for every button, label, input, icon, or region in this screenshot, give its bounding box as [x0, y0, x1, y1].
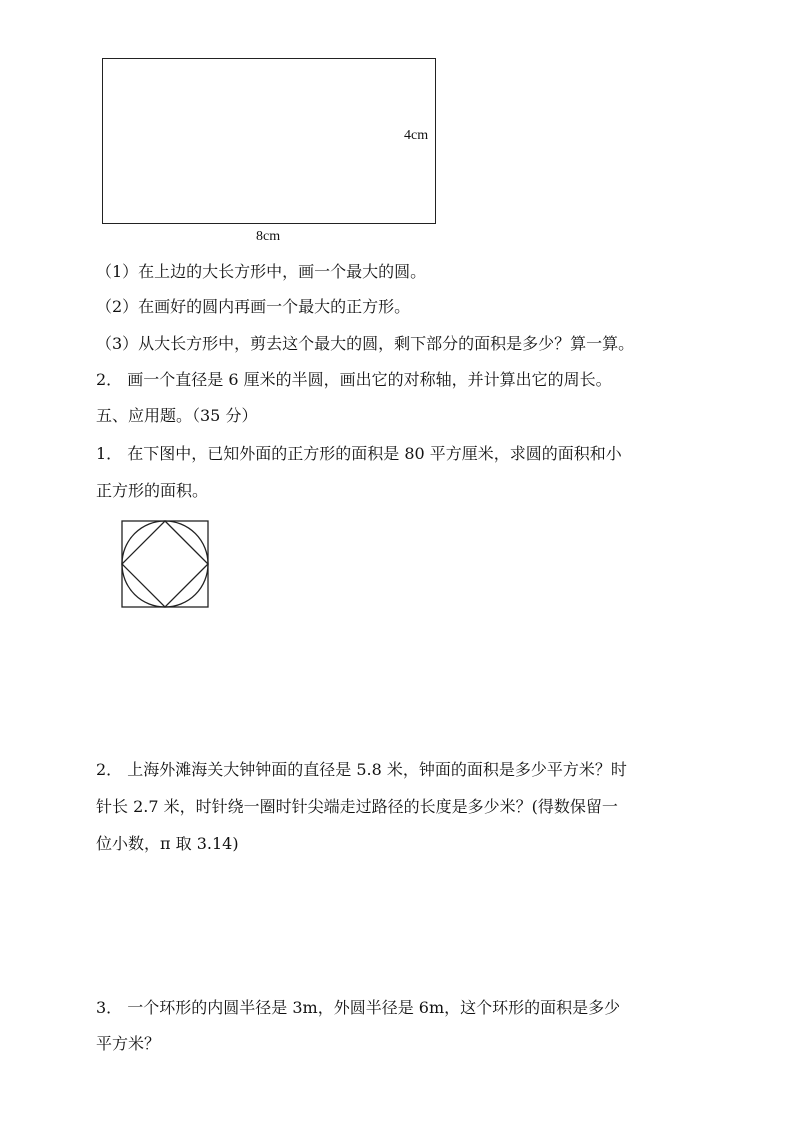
section-5-heading: 五、应用题。（35 分） — [96, 406, 258, 425]
app-question-2-line-1: 2． 上海外滩海关大钟钟面的直径是 5.8 米，钟面的面积是多少平方米？时 — [96, 760, 627, 779]
app-question-3-line-1: 3． 一个环形的内圆半径是 3m，外圆半径是 6m，这个环形的面积是多少 — [96, 998, 621, 1017]
question-4-1-part-2: （2）在画好的圆内再画一个最大的正方形。 — [96, 297, 411, 316]
rectangle-figure — [102, 58, 436, 224]
question-4-1-part-3: （3）从大长方形中，剪去这个最大的圆，剩下部分的面积是多少？算一算。 — [96, 334, 635, 353]
question-4-1-part-1: （1）在上边的大长方形中，画一个最大的圆。 — [96, 262, 427, 281]
inscribed-circle — [122, 521, 208, 607]
app-question-1-line-1: 1． 在下图中，已知外面的正方形的面积是 80 平方厘米，求圆的面积和小 — [96, 444, 622, 463]
app-question-3-line-2: 平方米？ — [96, 1034, 161, 1053]
app-question-1-line-2: 正方形的面积。 — [96, 481, 209, 500]
app-question-2-line-2: 针长 2.7 米，时针绕一圈时针尖端走过路径的长度是多少米？(得数保留一 — [96, 797, 618, 816]
width-label: 8cm — [256, 229, 281, 244]
height-label: 4cm — [404, 128, 429, 143]
app-question-2-line-3: 位小数，π 取 3.14) — [96, 834, 239, 853]
square-circle-figure — [120, 520, 212, 610]
question-4-2: 2． 画一个直径是 6 厘米的半圆，画出它的对称轴，并计算出它的周长。 — [96, 370, 612, 389]
